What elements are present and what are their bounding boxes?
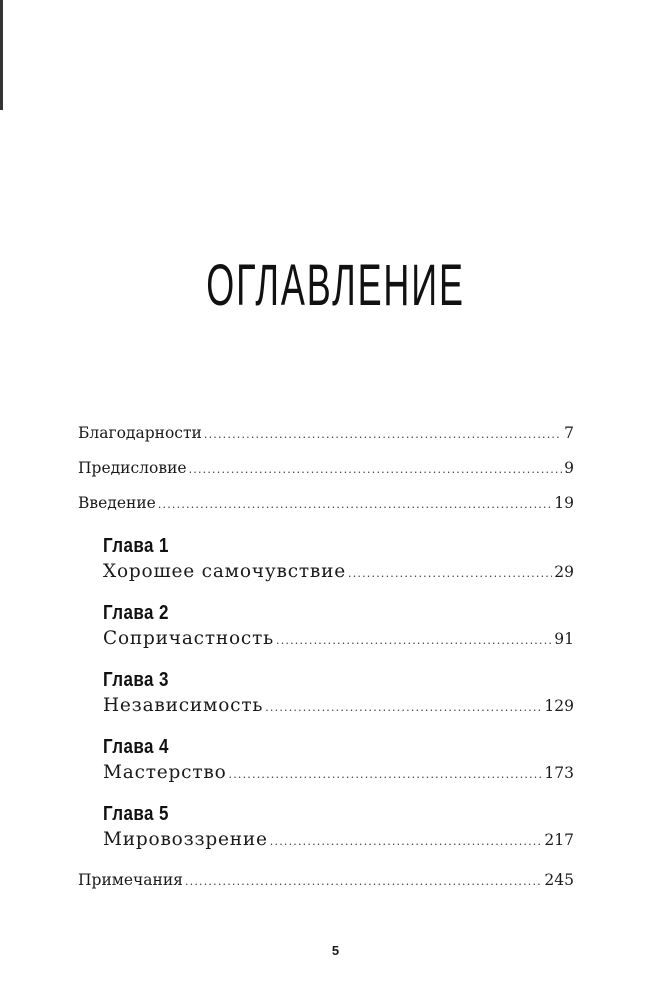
scan-edge xyxy=(0,0,3,110)
toc-entry[interactable] xyxy=(103,561,574,582)
leader-dots xyxy=(229,768,543,781)
toc-entry-page: 9 xyxy=(564,459,574,477)
leader-dots xyxy=(270,835,543,848)
toc-entry[interactable] xyxy=(103,829,574,850)
toc-entry-page: 245 xyxy=(544,871,574,889)
toc-entry-page: 19 xyxy=(554,494,574,512)
chapter-heading: Глава 3 xyxy=(103,669,169,691)
toc-entry[interactable] xyxy=(103,762,574,783)
toc-entry[interactable] xyxy=(78,459,574,477)
toc-entry-label: Предисловие xyxy=(78,459,187,477)
toc-entry-label: Мастерство xyxy=(103,762,227,783)
toc-entry-page: 29 xyxy=(554,563,574,581)
chapter-heading: Глава 5 xyxy=(103,803,169,825)
title-text: ОГЛАВЛЕНИЕ xyxy=(206,253,465,318)
toc-entry[interactable] xyxy=(78,871,574,889)
toc-entry-page: 129 xyxy=(544,697,574,715)
toc-entry-page: 7 xyxy=(564,424,574,442)
toc-entry[interactable] xyxy=(78,494,574,512)
leader-dots xyxy=(158,498,552,511)
toc-entry[interactable] xyxy=(78,424,574,442)
chapter-heading: Глава 2 xyxy=(103,602,169,624)
chapter-heading: Глава 4 xyxy=(103,736,169,758)
leader-dots xyxy=(265,701,542,714)
toc-entry-page: 217 xyxy=(544,831,574,849)
leader-dots xyxy=(204,428,562,441)
toc-entry[interactable] xyxy=(103,628,574,649)
leader-dots xyxy=(348,567,552,580)
leader-dots xyxy=(276,634,552,647)
toc-entry-label: Мировоззрение xyxy=(103,829,268,850)
toc-entry[interactable] xyxy=(103,695,574,716)
page-number: 5 xyxy=(331,943,340,958)
toc-entry-label: Хорошее самочувствие xyxy=(103,561,347,582)
toc-entry-label: Независимость xyxy=(103,695,264,716)
toc-entry-label: Введение xyxy=(78,494,156,512)
toc-entry-label: Сопричастность xyxy=(103,628,274,649)
page-title xyxy=(0,252,671,319)
toc-entry-label: Примечания xyxy=(78,871,183,889)
leader-dots xyxy=(185,875,542,888)
leader-dots xyxy=(189,463,563,476)
toc-entry-page: 173 xyxy=(544,764,574,782)
chapter-heading: Глава 1 xyxy=(103,535,169,557)
toc-entry-label: Благодарности xyxy=(78,424,202,442)
toc-entry-page: 91 xyxy=(554,630,574,648)
